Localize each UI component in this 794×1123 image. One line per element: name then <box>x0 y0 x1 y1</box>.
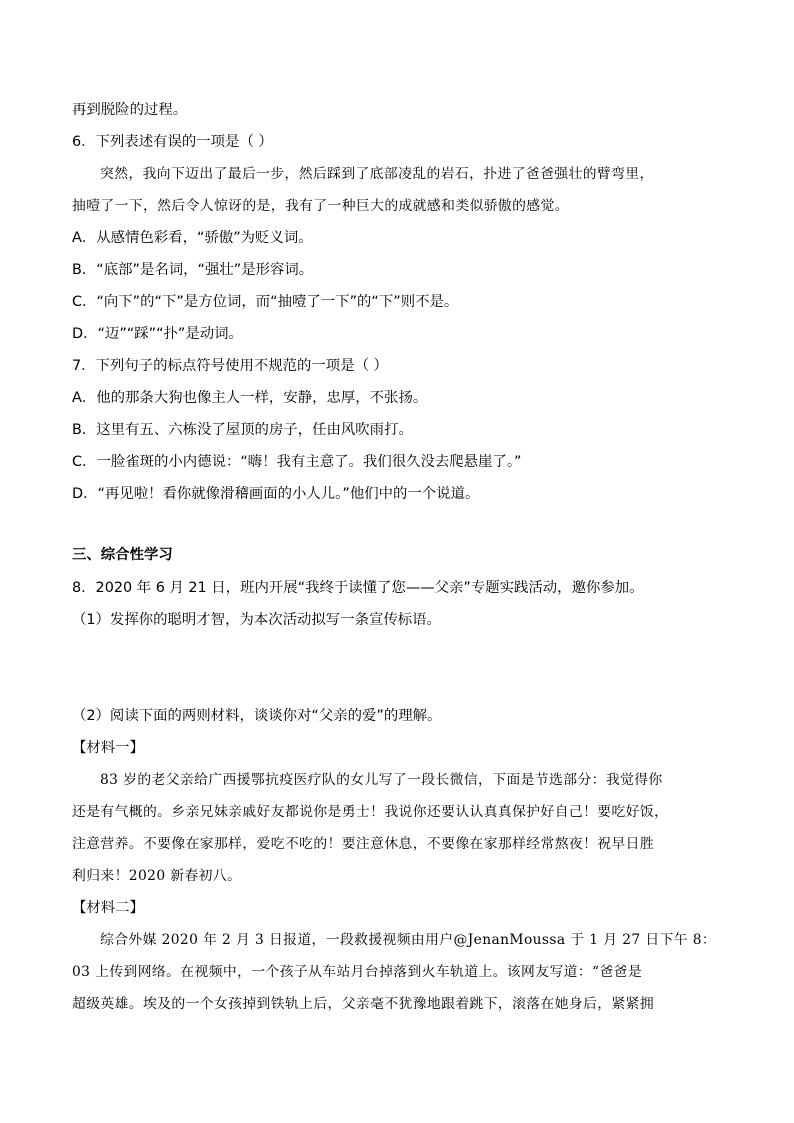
section-heading: 三、综合性学习 <box>72 547 173 563</box>
passage-line: 利归来！2020 新春初八。 <box>72 868 242 884</box>
material-1-heading: 【材料一】 <box>72 740 144 756</box>
passage-line: 注意营养。不要像在家那样，爱吃不吃的！要注意休息，不要像在家那样经常熬夜！祝早日胜 <box>72 836 655 852</box>
option-b: B．“底部”是名词，“强壮”是形容词。 <box>72 262 314 278</box>
passage-line: 还是有气概的。乡亲兄妹亲戚好友都说你是勇士！我说你还要认认真真保护好自己！要吃好饭， <box>72 804 669 820</box>
passage-line: 突然，我向下迈出了最后一步，然后踩到了底部凌乱的岩石，扑进了爸爸强壮的臂弯里， <box>100 166 654 182</box>
question-8-stem: 8．2020 年 6 月 21 日，班内开展“我终于读懂了您——父亲”专题实践活动，邀你参加。 <box>72 580 644 596</box>
option-b: B．这里有五、六栋没了屋顶的房子，任由风吹雨打。 <box>72 422 413 438</box>
passage-line: 综合外媒 2020 年 2 月 3 日报道，一段救援视频由用户@JenanMoussa 于 1 月 27 日下午 8： <box>100 932 717 948</box>
passage-line: 83 岁的老父亲给广西援鄂抗疫医疗队的女儿写了一段长微信，下面是节选部分：我觉得你 <box>100 772 663 788</box>
question-7-stem: 7．下列句子的标点符号使用不规范的一项是（ ） <box>72 358 388 374</box>
option-c: C．“向下”的“下”是方位词，而“抽噎了一下”的“下”则不是。 <box>72 294 459 310</box>
passage-line: 超级英雄。埃及的一个女孩掉到铁轨上后，父亲毫不犹豫地跟着跳下，滚落在她身后，紧紧拥 <box>72 996 655 1012</box>
question-6-stem: 6．下列表述有误的一项是（ ） <box>72 134 273 150</box>
sub-question-2: （2）阅读下面的两则材料，谈谈你对“父亲的爱”的理解。 <box>72 708 442 724</box>
material-2-heading: 【材料二】 <box>72 900 144 916</box>
option-a: A．从感情色彩看，“骄傲”为贬义词。 <box>72 230 313 246</box>
text-line: 再到脱险的过程。 <box>72 102 188 118</box>
option-a: A．他的那条大狗也像主人一样，安静，忠厚，不张扬。 <box>72 390 428 406</box>
option-c: C．一脸雀斑的小内德说：“嗨！我有主意了。我们很久没去爬悬崖了。” <box>72 454 522 470</box>
option-d: D．“迈”“踩”“扑”是动词。 <box>72 326 243 342</box>
option-d: D．“再见啦！看你就像滑稽画面的小人儿。”他们中的一个说道。 <box>72 486 480 502</box>
passage-line: 03 上传到网络。在视频中，一个孩子从车站月台掉落到火车轨道上。该网友写道：“爸爸是 <box>72 964 643 980</box>
passage-line: 抽噎了一下，然后令人惊讶的是，我有了一种巨大的成就感和类似骄傲的感觉。 <box>72 198 569 214</box>
sub-question-1: （1）发挥你的聪明才智，为本次活动拟写一条宣传标语。 <box>72 612 441 628</box>
